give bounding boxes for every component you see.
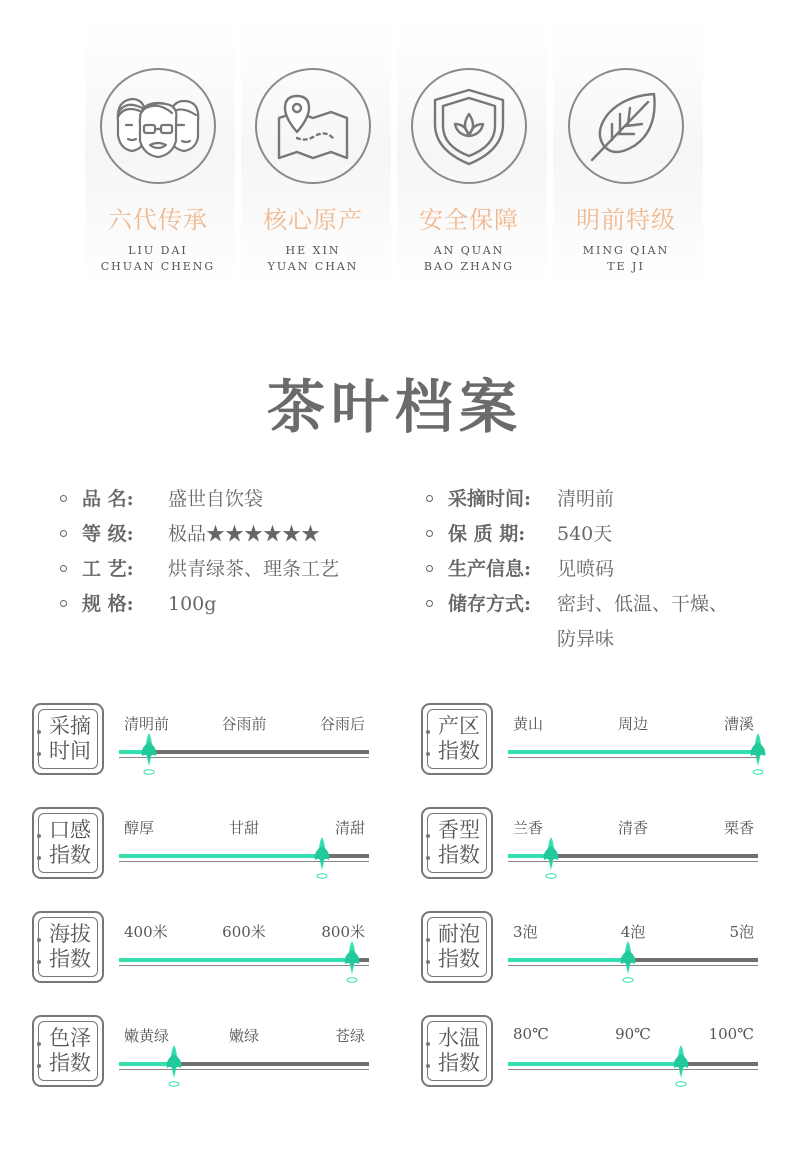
- index-mark-label: 90℃: [615, 1025, 651, 1043]
- index-meter: [421, 1015, 790, 1095]
- index-mark-label: 5泡: [729, 923, 754, 941]
- index-badge-line2: 指数: [438, 947, 480, 971]
- index-meter: [421, 703, 790, 783]
- index-badge: [421, 911, 493, 983]
- index-badge: [421, 1015, 493, 1087]
- index-track: [119, 854, 369, 858]
- info-value: 540天: [557, 523, 613, 545]
- index-badge-label: [34, 818, 106, 868]
- feature-title: 核心原产: [263, 206, 363, 234]
- index-badge-line1: 海拔: [49, 922, 91, 946]
- index-mark-label: 醇厚: [124, 819, 155, 837]
- feature-title: 明前特级: [576, 206, 676, 234]
- index-badge-line2: 指数: [49, 843, 91, 867]
- index-badge-line1: 产区: [438, 714, 480, 738]
- feature-pinyin: AN QUAN BAO ZHANG: [423, 244, 515, 273]
- index-badge-label: [423, 922, 495, 972]
- index-meter: [32, 703, 402, 783]
- index-leaf-marker-icon: [139, 732, 159, 776]
- info-label: 品 名:: [82, 488, 134, 510]
- index-meter: [32, 807, 402, 887]
- index-mark-label: 80℃: [513, 1025, 549, 1043]
- bullet-dot: [60, 565, 67, 572]
- index-badge-line2: 指数: [438, 739, 480, 763]
- index-badge: [32, 1015, 104, 1087]
- index-mark-label: 栗香: [723, 819, 754, 837]
- index-badge-line1: 香型: [438, 818, 480, 842]
- index-badge-label: [34, 1026, 106, 1076]
- info-value-continued: 防异味: [557, 628, 615, 650]
- index-mark-label: 苍绿: [334, 1027, 365, 1045]
- index-mark-label: 清香: [617, 819, 649, 837]
- info-value: 100g: [168, 593, 217, 615]
- index-badge-line1: 口感: [49, 818, 91, 842]
- bullet-dot: [426, 565, 433, 572]
- feature-ming-qian: [561, 68, 691, 275]
- bullet-dot: [426, 495, 433, 502]
- index-badge: [421, 703, 493, 775]
- index-track-underline: [119, 861, 369, 862]
- index-badge-line1: 色泽: [49, 1026, 91, 1050]
- feature-circle: [255, 68, 371, 184]
- index-leaf-marker-icon: [748, 732, 768, 776]
- bullet-dot: [426, 600, 433, 607]
- index-badge-label: [423, 1026, 495, 1076]
- feature-circle: [100, 68, 216, 184]
- info-value: 烘青绿茶、理条工艺: [168, 558, 340, 580]
- info-value: 密封、低温、干燥、: [557, 593, 729, 615]
- leaf-icon: [588, 88, 664, 164]
- index-leaf-marker-icon: [342, 940, 362, 984]
- bullet-dot: [60, 600, 67, 607]
- feature-an-quan: [404, 68, 534, 275]
- feature-circle: [568, 68, 684, 184]
- feature-pinyin: HE XIN YUAN CHAN: [267, 244, 359, 273]
- index-badge: [32, 703, 104, 775]
- info-label: 储存方式:: [448, 593, 532, 615]
- index-badge-label: [423, 818, 495, 868]
- index-badge: [32, 911, 104, 983]
- feature-title: 六代传承: [108, 206, 208, 234]
- index-mark-label: 甘甜: [228, 819, 260, 837]
- index-badge: [421, 807, 493, 879]
- index-track: [119, 1062, 369, 1066]
- index-mark-label: 兰香: [513, 819, 544, 837]
- index-leaf-marker-icon: [541, 836, 561, 880]
- bullet-dot: [426, 530, 433, 537]
- bullet-dot: [60, 495, 67, 502]
- info-label: 工 艺:: [82, 558, 134, 580]
- index-level-fill: [119, 854, 322, 858]
- info-value: 盛世自饮袋: [168, 488, 264, 510]
- info-label: 规 格:: [82, 593, 134, 615]
- index-badge-line1: 耐泡: [438, 922, 480, 946]
- index-badge-line1: 水温: [438, 1026, 480, 1050]
- bullet-dot: [60, 530, 67, 537]
- index-track: [119, 958, 369, 962]
- page-title: 茶叶档案: [266, 373, 523, 441]
- index-mark-label: 周边: [617, 715, 649, 733]
- index-mark-label: 谷雨后: [319, 715, 365, 733]
- index-level-fill: [119, 958, 352, 962]
- index-track-underline: [508, 757, 758, 758]
- index-badge-line2: 指数: [438, 1051, 480, 1075]
- index-badge-line2: 指数: [49, 947, 91, 971]
- index-mark-label: 嫩黄绿: [124, 1027, 170, 1045]
- info-label: 保 质 期:: [448, 523, 526, 545]
- index-mark-label: 800米: [321, 923, 365, 941]
- family-faces-icon: [110, 91, 206, 161]
- index-mark-label: 清甜: [334, 819, 365, 837]
- info-value: 见喷码: [557, 558, 615, 580]
- feature-pinyin: MING QIAN TE JI: [582, 244, 670, 273]
- index-badge: [32, 807, 104, 879]
- index-meter: [32, 1015, 402, 1095]
- info-label: 采摘时间:: [448, 488, 532, 510]
- index-mark-label: 漕溪: [723, 715, 754, 733]
- index-badge-label: [34, 922, 106, 972]
- index-mark-label: 清明前: [124, 715, 170, 733]
- index-badge-label: [34, 714, 106, 764]
- info-value: 极品★★★★★★: [168, 523, 321, 545]
- index-leaf-marker-icon: [164, 1044, 184, 1088]
- map-pin-icon: [275, 88, 351, 164]
- info-value: 清明前: [557, 488, 615, 510]
- index-track-underline: [508, 1069, 758, 1070]
- feature-title: 安全保障: [419, 206, 519, 234]
- shield-leaf-icon: [431, 86, 507, 166]
- index-mark-label: 4泡: [620, 923, 646, 941]
- index-meter: [32, 911, 402, 991]
- feature-he-xin: [248, 68, 378, 275]
- index-level-fill: [508, 750, 758, 754]
- index-badge-line2: 指数: [438, 843, 480, 867]
- index-level-fill: [508, 958, 628, 962]
- index-track-underline: [119, 965, 369, 966]
- index-mark-label: 400米: [124, 923, 168, 941]
- index-level-fill: [508, 1062, 681, 1066]
- index-mark-label: 600米: [222, 923, 266, 941]
- index-mark-label: 黄山: [513, 715, 544, 733]
- index-mark-label: 嫩绿: [228, 1027, 260, 1045]
- index-mark-label: 谷雨前: [221, 715, 267, 733]
- index-badge-line1: 采摘: [49, 714, 91, 738]
- index-badge-label: [423, 714, 495, 764]
- index-track-underline: [119, 1069, 369, 1070]
- index-badge-line2: 指数: [49, 1051, 91, 1075]
- index-leaf-marker-icon: [312, 836, 332, 880]
- index-track: [508, 750, 758, 754]
- feature-circle: [411, 68, 527, 184]
- index-track: [508, 1062, 758, 1066]
- info-label: 等 级:: [82, 523, 134, 545]
- index-mark-label: 3泡: [513, 923, 538, 941]
- index-mark-label: 100℃: [708, 1025, 754, 1043]
- info-label: 生产信息:: [448, 558, 532, 580]
- index-meter: [421, 911, 790, 991]
- index-meter: [421, 807, 790, 887]
- index-leaf-marker-icon: [618, 940, 638, 984]
- index-badge-line2: 时间: [49, 739, 91, 763]
- feature-pinyin: LIU DAI CHUAN CHENG: [100, 244, 216, 273]
- index-leaf-marker-icon: [671, 1044, 691, 1088]
- feature-liu-dai: [93, 68, 223, 275]
